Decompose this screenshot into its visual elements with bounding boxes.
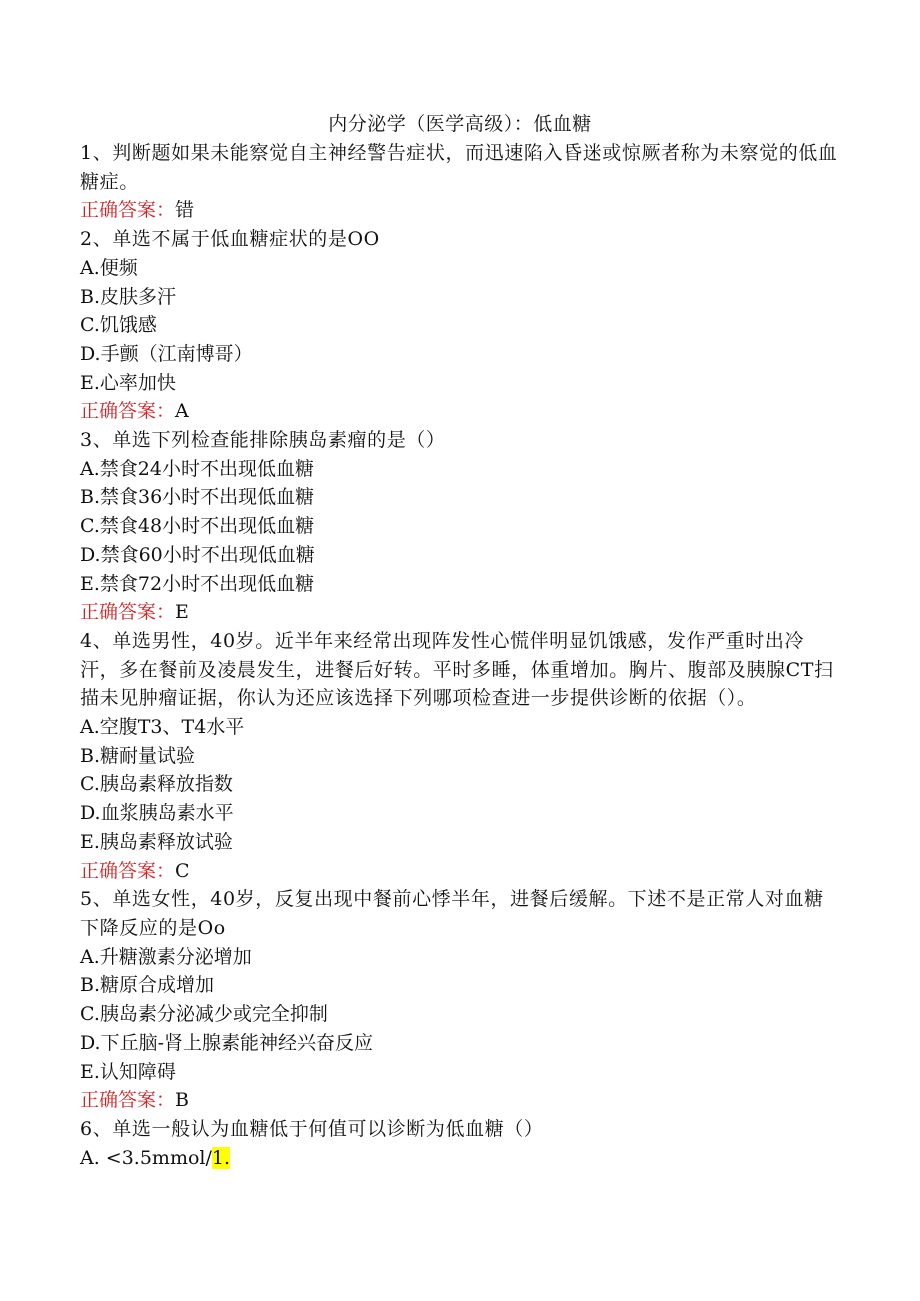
option-2a: A.便频 — [80, 256, 138, 279]
answer-label: 正确答案： — [80, 1089, 176, 1112]
option-2c: C.饥饿感 — [80, 314, 157, 337]
document-page — [80, 110, 840, 1172]
answer-label: 正确答案： — [80, 400, 176, 423]
option-5e: E.认知障碍 — [80, 1060, 176, 1083]
answer-label: 正确答案： — [80, 601, 176, 624]
option-5c: C.胰岛素分泌减少或完全抑制 — [80, 1003, 328, 1026]
answer-1 — [80, 196, 840, 225]
answer-3 — [80, 598, 840, 627]
option-2d: D.手颤（江南博哥） — [80, 342, 253, 365]
question-4: 4、单选男性，40岁。近半年来经常出现阵发性心慌伴明显饥饿感，发作严重时出冷汗，多在餐前及凌晨发生，进餐后好转。平时多睡，体重增加。胸片、腹部及胰腺CT扫描未见肿瘤证据，你认为还应该选择下列哪项检查进一步提供诊断的依据（）。 — [80, 629, 834, 710]
option-4d: D.血浆胰岛素水平 — [80, 802, 234, 825]
option-3a: A.禁食24小时不出现低血糖 — [80, 457, 314, 480]
document-title: 内分泌学（医学高级）：低血糖 — [328, 113, 592, 135]
option-5d: D.下丘脑-肾上腺素能神经兴奋反应 — [80, 1031, 374, 1054]
option-3e: E.禁食72小时不出现低血糖 — [80, 572, 315, 595]
answer-value: C — [175, 859, 190, 882]
answer-value: 错 — [175, 199, 195, 222]
question-2: 2、单选不属于低血糖症状的是OO — [80, 228, 380, 251]
highlighted-text: 1. — [211, 1146, 231, 1169]
option-3d: D.禁食60小时不出现低血糖 — [80, 543, 315, 566]
option-5a: A.升糖激素分泌增加 — [80, 945, 252, 968]
option-3c: C.禁食48小时不出现低血糖 — [80, 515, 315, 538]
answer-2 — [80, 397, 840, 426]
answer-label: 正确答案： — [80, 199, 176, 222]
option-2b: B.皮肤多汗 — [80, 285, 177, 308]
answer-4 — [80, 857, 840, 886]
question-1: 1、判断题如果未能察觉自主神经警告症状，而迅速陷入昏迷或惊厥者称为未察觉的低血糖症。 — [80, 142, 838, 193]
answer-value: A — [175, 400, 189, 423]
answer-label: 正确答案： — [80, 859, 176, 882]
question-3: 3、单选下列检查能排除胰岛素瘤的是（） — [80, 429, 446, 452]
option-4a: A.空腹T3、T4水平 — [80, 716, 245, 739]
question-6: 6、单选一般认为血糖低于何值可以诊断为低血糖（） — [80, 1117, 544, 1140]
option-3b: B.禁食36小时不出现低血糖 — [80, 486, 315, 509]
answer-value: B — [175, 1089, 189, 1112]
option-5b: B.糖原合成增加 — [80, 974, 215, 997]
option-4b: B.糖耐量试验 — [80, 744, 196, 767]
option-2e: E.心率加快 — [80, 371, 176, 394]
option-4e: E.胰岛素释放试验 — [80, 830, 233, 853]
option-4c: C.胰岛素释放指数 — [80, 773, 233, 796]
answer-value: E — [175, 601, 189, 624]
option-6a-text: A. <3.5mmol/ — [80, 1146, 212, 1169]
answer-5 — [80, 1086, 840, 1115]
option-6a — [80, 1144, 840, 1173]
question-5: 5、单选女性，40岁，反复出现中餐前心悸半年，进餐后缓解。下述不是正常人对血糖下降反应的是Oo — [80, 888, 824, 939]
